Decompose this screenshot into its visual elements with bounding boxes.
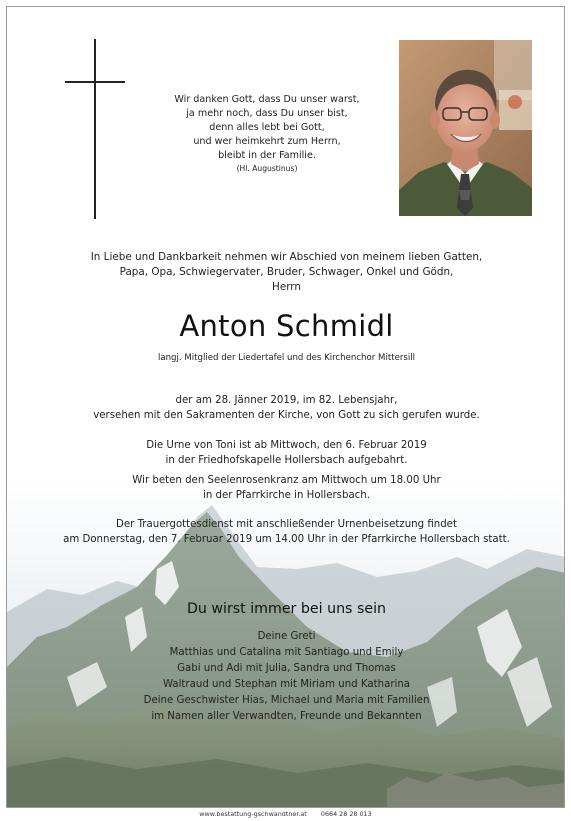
poem-line: Wir danken Gott, dass Du unser warst, [174, 94, 360, 105]
funeral-service-notice [7, 517, 565, 547]
rosary-line: in der Pfarrkirche in Hollersbach. [203, 490, 370, 501]
intro-line: Papa, Opa, Schwiegervater, Bruder, Schwager, Onkel und Gödn, [119, 266, 454, 278]
death-notice [7, 393, 565, 423]
intro-line: In Liebe und Dankbarkeit nehmen wir Abschied von meinem lieben Gatten, [90, 251, 483, 263]
footer-website[interactable]: www.bestattung-gschwandtner.at [199, 810, 307, 818]
obituary-page [6, 6, 565, 808]
urn-line: in der Friedhofskapelle Hollersbach aufgebahrt. [165, 455, 408, 466]
urn-line: Die Urne von Toni ist ab Mittwoch, den 6. Februar 2019 [146, 440, 427, 451]
cross-icon [65, 39, 125, 219]
memorial-motto: Du wirst immer bei uns sein [186, 601, 387, 617]
deceased-name: Anton Schmidl [179, 309, 394, 343]
mourner-line: Waltraud und Stephan mit Miriam und Katharina [162, 679, 411, 690]
mourner-line: Matthias und Catalina mit Santiago und Emily [169, 647, 404, 658]
mourner-line: Gabi und Adi mit Julia, Sandra und Thomas [177, 663, 396, 674]
service-line: Der Trauergottesdienst mit anschließender Urnenbeisetzung findet [116, 519, 457, 530]
poem-line: bleibt in der Familie. [218, 150, 316, 161]
mourner-line: im Namen aller Verwandten, Freunde und Bekannten [151, 711, 422, 722]
poem-source: (Hl. Augustinus) [236, 164, 298, 173]
death-line: der am 28. Jänner 2019, im 82. Lebensjahr, [175, 395, 398, 406]
intro-line: Herrn [272, 281, 301, 293]
poem-line: ja mehr noch, dass Du unser bist, [186, 108, 348, 119]
mourner-line: Deine Greti [257, 631, 316, 642]
footer [0, 808, 571, 820]
intro-text [7, 250, 565, 295]
portrait-photo [399, 40, 532, 216]
rosary-notice [7, 473, 565, 503]
death-line: versehen mit den Sakramenten der Kirche, von Gott zu sich gerufen wurde. [93, 410, 480, 421]
membership-note: langj. Mitglied der Liedertafel und des Kirchenchor Mittersill [157, 353, 416, 363]
poem-line: und wer heimkehrt zum Herrn, [193, 136, 341, 147]
rosary-line: Wir beten den Seelenrosenkranz am Mittwoch um 18.00 Uhr [132, 475, 441, 486]
poem-line: denn alles lebt bei Gott, [209, 122, 325, 133]
poem [142, 93, 392, 175]
footer-phone: 0664 28 28 013 [320, 810, 372, 818]
urn-notice [7, 438, 565, 468]
mourners-list [7, 629, 565, 725]
mourner-line: Deine Geschwister Hias, Michael und Maria mit Familien [143, 695, 430, 706]
service-line: am Donnerstag, den 7. Februar 2019 um 14.00 Uhr in der Pfarrkirche Hollersbach statt. [63, 534, 510, 545]
